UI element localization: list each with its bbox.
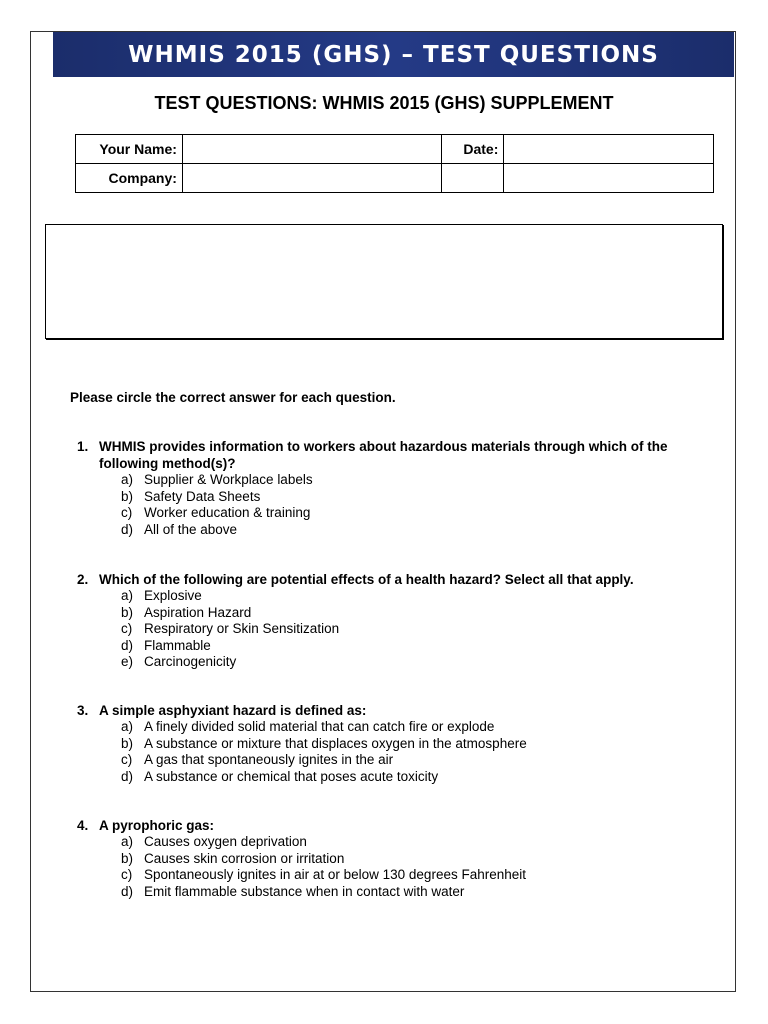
question-number: 3. [77,703,89,718]
company-label: Company: [76,164,183,193]
question-text: Which of the following are potential effects of a health hazard? Select all that apply. [99,572,634,587]
answer-option[interactable] [77,472,717,489]
answer-option[interactable] [77,638,717,655]
option-text: Emit flammable substance when in contact with water [144,883,465,899]
question-text: A simple asphyxiant hazard is defined as: [99,703,367,718]
option-letter: b) [121,850,134,866]
option-letter: d) [121,768,134,784]
option-text: Respiratory or Skin Sensitization [144,621,340,636]
option-letter: d) [121,521,134,537]
answer-option[interactable] [77,522,717,539]
answer-option[interactable] [77,719,717,736]
question-text: WHMIS provides information to workers about hazardous materials through which of the following method(s)? [99,439,668,471]
option-text: A finely divided solid material that can catch fire or explode [144,719,495,734]
option-letter: c) [121,621,133,636]
answer-option[interactable] [77,654,717,671]
answer-option[interactable] [77,605,717,622]
option-text: Carcinogenicity [144,654,237,669]
empty-cell [442,164,504,193]
info-form [75,134,714,193]
answer-option[interactable] [77,769,717,786]
name-label: Your Name: [76,135,183,164]
option-letter: c) [121,505,133,520]
option-text: Causes oxygen deprivation [144,834,307,849]
option-letter: c) [121,752,133,767]
option-text: Safety Data Sheets [144,488,261,504]
company-field[interactable] [182,164,441,193]
option-letter: b) [121,488,134,504]
question-number: 2. [77,572,89,587]
answer-option[interactable] [77,834,717,851]
option-text: A gas that spontaneously ignites in the air [144,752,394,767]
question-text: A pyrophoric gas: [99,818,215,833]
answer-option[interactable] [77,621,717,638]
instructions: Please circle the correct answer for each question. [70,390,396,405]
question-number: 4. [77,818,89,833]
name-field[interactable] [182,135,441,164]
option-letter: c) [121,867,133,882]
answer-option[interactable] [77,752,717,769]
option-letter: d) [121,637,134,653]
document-title: TEST QUESTIONS: WHMIS 2015 (GHS) SUPPLEMENT [154,93,614,113]
question-2 [77,571,717,671]
option-text: Aspiration Hazard [144,604,252,620]
option-text: Supplier & Workplace labels [144,472,313,487]
question-4 [77,817,717,900]
blank-box [45,224,723,339]
answer-option[interactable] [77,588,717,605]
option-text: Explosive [144,588,202,603]
option-text: A substance or mixture that displaces oxygen in the atmosphere [144,735,527,751]
question-1 [77,438,717,538]
answer-option[interactable] [77,489,717,506]
option-letter: b) [121,604,134,620]
header-banner: WHMIS 2015 (GHS) – TEST QUESTIONS [53,32,734,77]
option-letter: a) [121,719,134,734]
option-text: A substance or chemical that poses acute toxicity [144,768,439,784]
option-letter: a) [121,834,134,849]
option-letter: a) [121,588,134,603]
answer-option[interactable] [77,736,717,753]
empty-cell [504,164,714,193]
option-text: Worker education & training [144,505,311,520]
option-letter: d) [121,883,134,899]
option-text: Causes skin corrosion or irritation [144,850,345,866]
option-text: Spontaneously ignites in air at or below 130 degrees Fahrenheit [144,867,526,882]
option-text: All of the above [144,521,238,537]
option-text: Flammable [144,637,211,653]
question-3 [77,702,717,785]
option-letter: a) [121,472,134,487]
answer-option[interactable] [77,884,717,901]
question-number: 1. [77,439,89,454]
answer-option[interactable] [77,505,717,522]
date-label: Date: [442,135,504,164]
date-field[interactable] [504,135,714,164]
option-letter: b) [121,735,134,751]
answer-option[interactable] [77,851,717,868]
option-letter: e) [121,654,134,669]
answer-option[interactable] [77,867,717,884]
